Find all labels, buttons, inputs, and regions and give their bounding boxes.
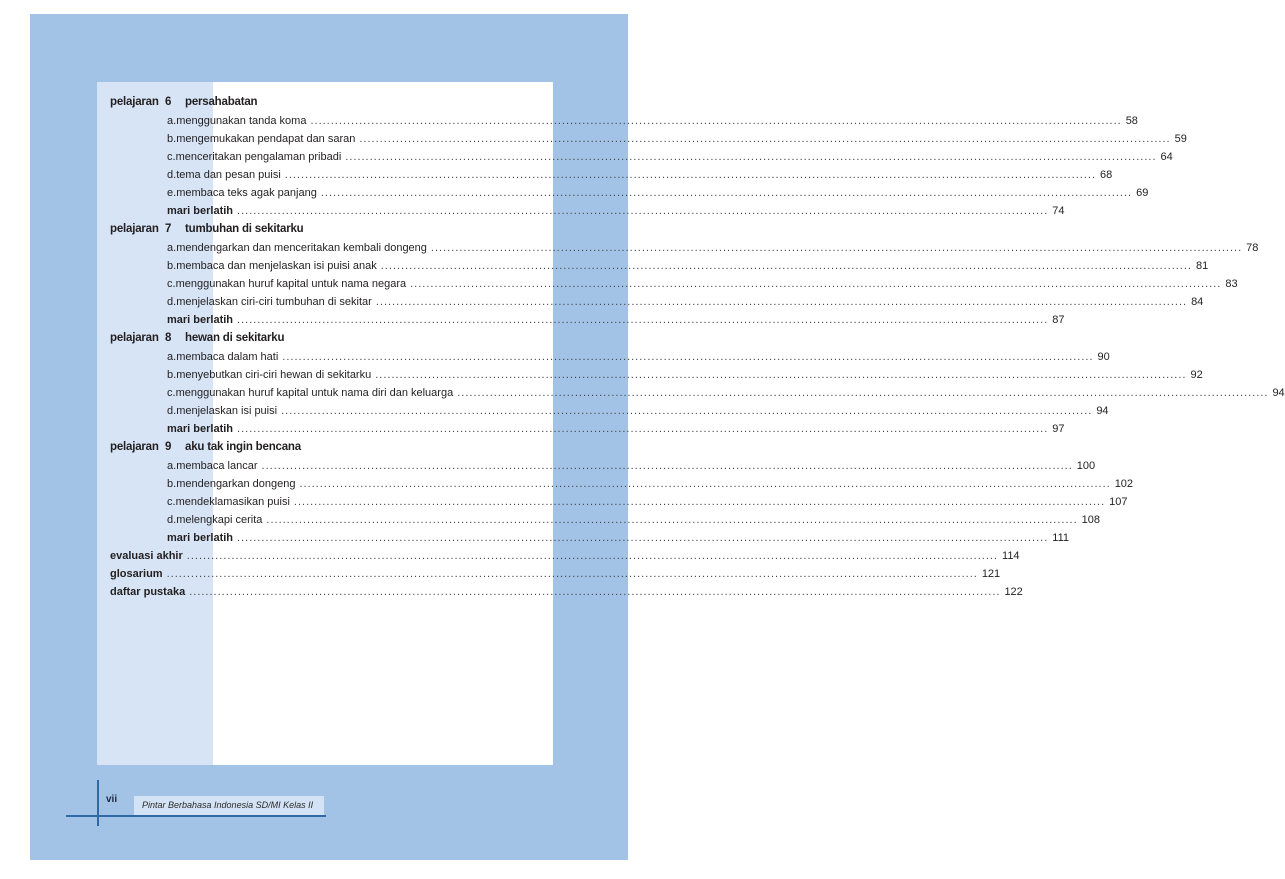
toc-entry (110, 187, 1149, 205)
entry-page: 114 (1002, 550, 1020, 562)
lesson-number: 8 (165, 332, 172, 344)
dot-leader: ........................................................................................................................................................................................................ (457, 387, 1269, 399)
entry-text: menggunakan huruf kapital untuk nama diri dan keluarga (175, 387, 454, 399)
toc-top-entry (110, 568, 1001, 586)
entry-text: mari berlatih (167, 314, 234, 326)
entry-page: 102 (1114, 478, 1134, 490)
entry-page: 122 (1004, 586, 1023, 598)
footer-rule-horizontal (66, 815, 326, 817)
lesson-heading (110, 332, 535, 351)
entry-text: evaluasi akhir (110, 550, 183, 562)
entry-letter: d. (167, 514, 177, 526)
dot-leader: ........................................................................................................................................................................................................ (237, 205, 1049, 217)
toc-entry (110, 387, 1285, 405)
entry-page: 94 (1096, 405, 1109, 417)
toc-entry (110, 314, 1065, 332)
lesson-heading (110, 441, 535, 460)
book-title: Pintar Berbahasa Indonesia SD/MI Kelas II (142, 800, 314, 810)
lesson-label: pelajaran (110, 441, 159, 453)
dot-leader: ........................................................................................................................................................................................................ (189, 586, 1001, 598)
entry-text: daftar pustaka (110, 586, 186, 598)
lesson-title: hewan di sekitarku (185, 332, 285, 344)
dot-leader: ........................................................................................................................................................................................................ (430, 242, 1243, 254)
entry-page: 111 (1052, 532, 1069, 544)
toc-entry (110, 496, 1128, 514)
entry-text: menjelaskan isi puisi (176, 405, 278, 417)
dot-leader: ........................................................................................................................................................................................................ (282, 351, 1094, 363)
entry-text: glosarium (110, 568, 163, 580)
entry-page: 97 (1052, 423, 1065, 435)
entry-text: mendengarkan dongeng (176, 478, 296, 490)
entry-letter: a. (167, 460, 177, 472)
footer-rule-vertical (97, 780, 99, 826)
toc-entry (110, 532, 1069, 550)
dot-leader: ........................................................................................................................................................................................................ (375, 296, 1188, 308)
entry-letter: c. (167, 151, 176, 163)
entry-letter: d. (167, 405, 177, 417)
entry-page: 121 (981, 568, 1001, 580)
entry-letter: b. (167, 260, 177, 272)
entry-page: 78 (1246, 242, 1259, 254)
entry-text: melengkapi cerita (176, 514, 263, 526)
entry-page: 100 (1076, 460, 1096, 472)
table-of-contents (110, 96, 1285, 604)
entry-text: mari berlatih (167, 205, 234, 217)
dot-leader: ........................................................................................................................................................................................................ (410, 278, 1222, 290)
entry-letter: d. (167, 169, 177, 181)
entry-text: mengemukakan pendapat dan saran (176, 133, 356, 145)
dot-leader: ........................................................................................................................................................................................................ (299, 478, 1111, 490)
toc-entry (110, 205, 1065, 223)
lesson-title: tumbuhan di sekitarku (185, 223, 304, 235)
dot-leader: ........................................................................................................................................................................................................ (375, 369, 1187, 381)
lesson-heading (110, 223, 535, 242)
toc-entry (110, 133, 1187, 151)
dot-leader: ........................................................................................................................................................................................................ (186, 550, 999, 562)
dot-leader: ........................................................................................................................................................................................................ (380, 260, 1192, 272)
dot-leader: ........................................................................................................................................................................................................ (359, 133, 1171, 145)
entry-page: 83 (1225, 278, 1238, 290)
entry-page: 69 (1136, 187, 1149, 199)
dot-leader: ........................................................................................................................................................................................................ (166, 568, 978, 580)
lesson-number: 6 (165, 96, 172, 108)
dot-leader: ........................................................................................................................................................................................................ (237, 423, 1049, 435)
entry-letter: d. (167, 296, 177, 308)
dot-leader: ........................................................................................................................................................................................................ (281, 405, 1093, 417)
dot-leader: ........................................................................................................................................................................................................ (266, 514, 1078, 526)
entry-page: 92 (1190, 369, 1203, 381)
entry-text: mendengarkan dan menceritakan kembali dongeng (176, 242, 427, 254)
dot-leader: ........................................................................................................................................................................................................ (293, 496, 1106, 508)
toc-entry (110, 514, 1100, 532)
entry-letter: c. (167, 387, 176, 399)
dot-leader: ........................................................................................................................................................................................................ (345, 151, 1157, 163)
toc-entry (110, 296, 1204, 314)
toc-entry (110, 460, 1096, 478)
dot-leader: ........................................................................................................................................................................................................ (320, 187, 1133, 199)
toc-top-entry (110, 586, 1023, 604)
entry-page: 107 (1109, 496, 1128, 508)
entry-page: 59 (1174, 133, 1187, 145)
entry-letter: c. (167, 496, 176, 508)
entry-letter: c. (167, 278, 176, 290)
entry-page: 74 (1052, 205, 1065, 217)
toc-entry (110, 242, 1259, 260)
lesson-label: pelajaran (110, 96, 159, 108)
entry-letter: a. (167, 351, 177, 363)
entry-letter: b. (167, 133, 177, 145)
entry-text: mari berlatih (167, 423, 234, 435)
lesson-label: pelajaran (110, 223, 159, 235)
entry-text: membaca dan menjelaskan isi puisi anak (176, 260, 377, 272)
dot-leader: ........................................................................................................................................................................................................ (237, 314, 1049, 326)
toc-entry (110, 115, 1138, 133)
entry-text: menggunakan tanda koma (176, 115, 307, 127)
entry-page: 81 (1195, 260, 1209, 272)
entry-page: 87 (1052, 314, 1065, 326)
toc-entry (110, 423, 1065, 441)
entry-text: mendeklamasikan puisi (175, 496, 290, 508)
dot-leader: ........................................................................................................................................................................................................ (261, 460, 1073, 472)
lesson-title: persahabatan (185, 96, 258, 108)
entry-text: menggunakan huruf kapital untuk nama negara (175, 278, 407, 290)
toc-entry (110, 369, 1203, 387)
toc-entry (110, 478, 1134, 496)
entry-text: menceritakan pengalaman pribadi (175, 151, 342, 163)
entry-page: 58 (1125, 115, 1138, 127)
toc-entry (110, 278, 1238, 296)
toc-entry (110, 151, 1173, 169)
entry-letter: b. (167, 369, 177, 381)
entry-text: membaca dalam hati (176, 351, 279, 363)
toc-entry (110, 351, 1110, 369)
entry-text: mari berlatih (167, 532, 234, 544)
toc-top-entry (110, 550, 1020, 568)
toc-entry (110, 169, 1113, 187)
entry-text: membaca teks agak panjang (176, 187, 317, 199)
entry-text: membaca lancar (176, 460, 258, 472)
entry-text: menyebutkan ciri-ciri hewan di sekitarku (176, 369, 372, 381)
toc-entry (110, 260, 1209, 278)
entry-page: 94 (1272, 387, 1285, 399)
dot-leader: ........................................................................................................................................................................................................ (310, 115, 1122, 127)
toc-entry (110, 405, 1109, 423)
lesson-number: 7 (165, 223, 172, 235)
entry-letter: e. (167, 187, 177, 199)
entry-page: 108 (1081, 514, 1100, 526)
lesson-number: 9 (165, 441, 172, 453)
entry-page: 84 (1191, 296, 1204, 308)
dot-leader: ........................................................................................................................................................................................................ (237, 532, 1049, 544)
entry-page: 90 (1097, 351, 1110, 363)
page-number: vii (106, 794, 118, 805)
entry-letter: a. (167, 115, 177, 127)
lesson-heading (110, 96, 535, 115)
lesson-title: aku tak ingin bencana (185, 441, 301, 453)
lesson-label: pelajaran (110, 332, 159, 344)
entry-text: tema dan pesan puisi (176, 169, 281, 181)
dot-leader: ........................................................................................................................................................................................................ (284, 169, 1096, 181)
entry-page: 64 (1160, 151, 1173, 163)
entry-page: 68 (1100, 169, 1113, 181)
entry-letter: b. (167, 478, 177, 490)
entry-text: menjelaskan ciri-ciri tumbuhan di sekitar (176, 296, 372, 308)
entry-letter: a. (167, 242, 177, 254)
